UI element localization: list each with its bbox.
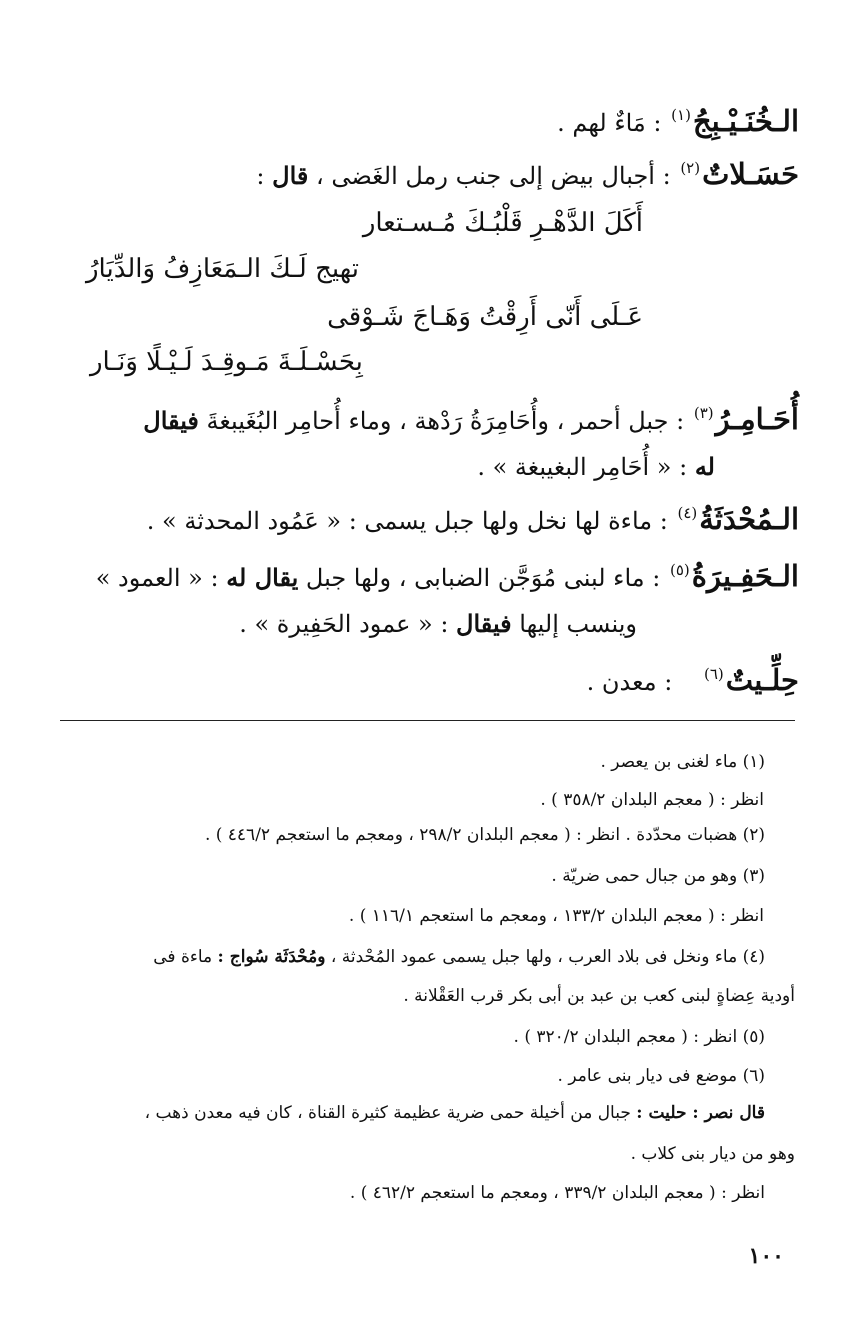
footnote-ref: (١) [671, 106, 691, 124]
entry-hasalat [256, 157, 799, 191]
poem-line-3: عَـلَى أَنّى أَرِقْتُ وَهَـاجَ شَـوْقى [327, 302, 643, 332]
footnote-text: (٤) ماء ونخل فى بلاد العرب ، ولها جبل يسمى عمود المُحْدثة ، [325, 947, 765, 967]
page-number: ١٠٠ [748, 1243, 784, 1269]
footnote-ref: (٥) [669, 561, 690, 579]
footnote-bold: قال نصر : حليت : [636, 1103, 765, 1123]
entry-text: : ماءة لها نخل ولها جبل يسمى : « عَمُود المحدثة » . [146, 507, 668, 535]
footnote-6-cont: وهو من ديار بنى كلاب . [630, 1144, 795, 1164]
entry-hafira [96, 559, 799, 593]
headword: الـخُنَـيْـبِجُ [692, 104, 799, 138]
footnote-1: (١) ماء لغنى بن يعصر . [600, 752, 765, 772]
entry-bold-word: فيقال [143, 406, 199, 435]
entry-tail: : [256, 162, 273, 190]
entry-text: وينسب إليها [511, 610, 637, 638]
headword: الـحَفِـيرَةُ [691, 559, 799, 593]
footnote-6-quote [145, 1103, 765, 1123]
entry-bold-word: له [694, 452, 715, 481]
footnote-4 [153, 947, 765, 967]
entry-hafira-cont [239, 609, 637, 638]
footnote-1-ref: انظر : ( معجم البلدان ٣٥٨/٢ ) . [540, 790, 764, 810]
footnote-ref: (٢) [680, 159, 701, 177]
footnote-6: (٦) موضع فى ديار بنى عامر . [557, 1066, 765, 1086]
entry-bold-word: يقال له [226, 563, 299, 592]
poem-line-1: أَكَلَ الدَّهْـرِ قَلْبُـكَ مُـسـتعار [362, 208, 643, 238]
footnote-text: ماءة فى [153, 947, 218, 967]
footnote-ref: (٣) [693, 404, 714, 422]
footnote-bold: ومُحْدَثَة سُواج : [217, 947, 326, 967]
footnote-ref: (٤) [677, 504, 698, 522]
entry-bold-word: فيقال [456, 609, 512, 638]
entry-hillit [587, 663, 799, 697]
headword: حَسَـلاتٌ [702, 157, 799, 191]
entry-text: : معدن . [586, 668, 673, 696]
footnote-5: (٥) انظر : ( معجم البلدان ٣٢٠/٢ ) . [513, 1027, 765, 1047]
poem-line-4: بِحَسْـلَـةَ مَـوقِـدَ لَـيْـلًا وَنَـار [90, 347, 363, 377]
footnote-3: (٣) وهو من جبال حمى ضريّة . [551, 866, 765, 886]
footnote-ref: (٦) [703, 665, 724, 683]
headword: أُحَـامِـرُ [715, 402, 799, 436]
entry-text: : مَاءٌ لهم . [557, 109, 662, 137]
footnote-separator [60, 720, 795, 721]
headword: الـمُحْدَثَةُ [699, 502, 799, 536]
entry-bold-word: قال [272, 161, 309, 190]
footnote-2: (٢) هضبات محدّدة . انظر : ( معجم البلدان ٢٩٨/٢ ، ومعجم ما استعجم ٤٤٦/٢ ) . [204, 825, 765, 845]
entry-uhamir [143, 402, 799, 436]
entry-tail: : « العمود » [95, 564, 227, 592]
entry-text: : جبل أحمر ، وأُحَامِرَةُ رَدْهة ، وماء أُحامِر البُغَيبغةَ [198, 407, 685, 435]
poem-line-2: تهيج لَـكَ الـمَعَازِفُ وَالدِّيَارُ [86, 254, 359, 284]
entry-muhdatha [147, 502, 799, 536]
footnote-6-ref: انظر : ( معجم البلدان ٣٣٩/٢ ، ومعجم ما استعجم ٤٦٢/٢ ) . [349, 1183, 765, 1203]
footnote-3-ref: انظر : ( معجم البلدان ١٣٣/٢ ، ومعجم ما استعجم ١١٦/١ ) . [348, 906, 764, 926]
entry-uhamir-cont [477, 452, 715, 481]
entry-text: : أجبال بيض إلى جنب رمل الغَضى ، [308, 162, 671, 190]
entry-khunaybij [557, 104, 799, 138]
footnote-4-cont: أودية عِضاةٍ لبنى كعب بن عبد بن أبى بكر قرب العَقْلانة . [403, 986, 795, 1006]
entry-text: : « عمود الحَفِيرة » . [239, 610, 457, 638]
entry-text: : « أُحَامِر البغيبغة » . [477, 453, 695, 481]
footnote-text: جبال من أخيلة حمى ضرية عظيمة كثيرة القناة ، كان فيه معدن ذهب ، [144, 1103, 637, 1123]
entry-text: : ماء لبنى مُوَجَّن الضبابى ، ولها جبل [298, 564, 661, 592]
headword: حِلِّـيتٌ [725, 663, 799, 697]
